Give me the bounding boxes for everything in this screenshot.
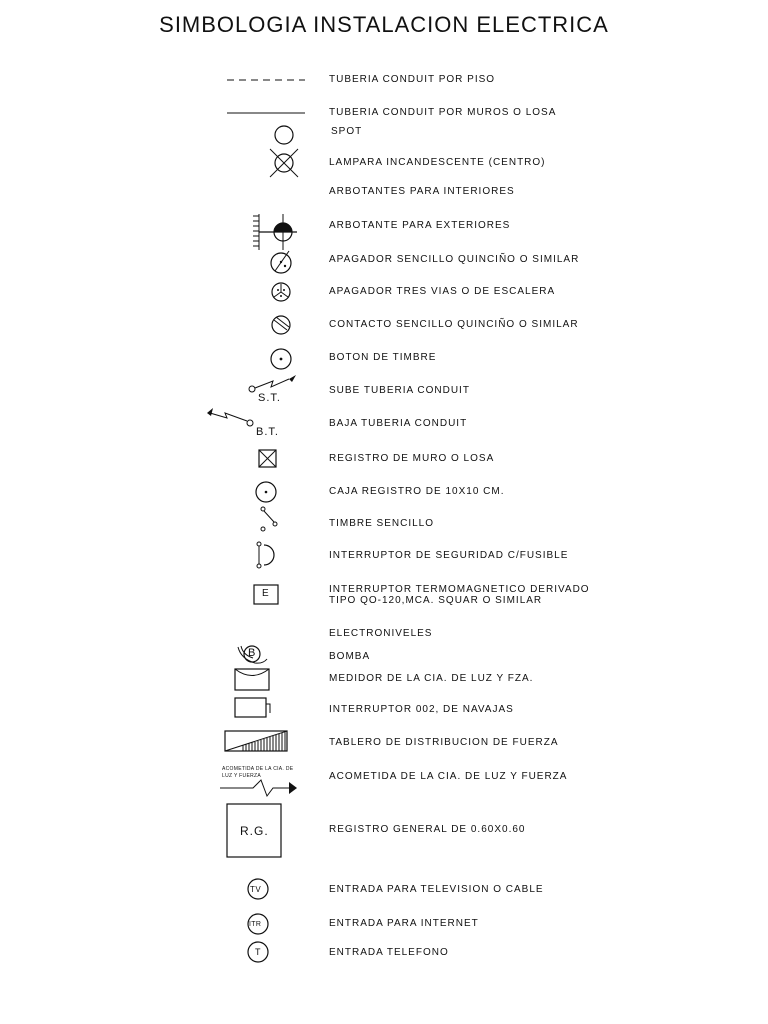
incandescent-lamp-icon bbox=[215, 148, 325, 180]
page-title: SIMBOLOGIA INSTALACION ELECTRICA bbox=[159, 12, 609, 37]
legend-label: INTERRUPTOR TERMOMAGNETICO DERIVADO bbox=[329, 584, 590, 595]
general-register-tag: R.G. bbox=[240, 824, 269, 838]
fuse-switch-icon bbox=[215, 542, 325, 570]
distribution-board-icon bbox=[215, 730, 325, 754]
internet-tag: ITR bbox=[249, 921, 262, 928]
general-register-icon bbox=[215, 803, 325, 859]
legend-label: ENTRADA PARA TELEVISION O CABLE bbox=[329, 884, 544, 895]
bell-icon bbox=[215, 505, 325, 533]
service-entrance-tag: ACOMETIDA DE LA CIA. DE LUZ Y FUERZA bbox=[222, 766, 294, 779]
legend-label: INTERRUPTOR DE SEGURIDAD C/FUSIBLE bbox=[329, 550, 569, 561]
pump-icon bbox=[215, 643, 325, 667]
single-switch-icon bbox=[215, 248, 325, 276]
legend-label: TABLERO DE DISTRIBUCION DE FUERZA bbox=[329, 737, 559, 748]
legend-label: ELECTRONIVELES bbox=[329, 628, 433, 639]
legend-label: INTERRUPTOR 002, DE NAVAJAS bbox=[329, 704, 514, 715]
tv-tag: TV bbox=[250, 885, 262, 894]
pump-tag: B bbox=[248, 647, 257, 659]
legend-label: ENTRADA TELEFONO bbox=[329, 947, 449, 958]
tv-outlet-icon bbox=[215, 878, 325, 902]
legend-label: CONTACTO SENCILLO QUINCIÑO O SIMILAR bbox=[329, 319, 579, 330]
conduit-up-tag: S.T. bbox=[258, 392, 281, 404]
doorbell-button-icon bbox=[215, 346, 325, 372]
legend-label: SUBE TUBERIA CONDUIT bbox=[329, 385, 470, 396]
legend-label: SPOT bbox=[331, 126, 363, 137]
junction-box-icon bbox=[215, 480, 325, 504]
knife-switch-icon bbox=[215, 697, 325, 721]
conduit-down-icon bbox=[200, 406, 310, 436]
legend-label: TUBERIA CONDUIT POR PISO bbox=[329, 74, 496, 85]
legend-label: ARBOTANTES PARA INTERIORES bbox=[329, 186, 515, 197]
dashed-line-icon bbox=[215, 74, 325, 86]
legend-label: ACOMETIDA DE LA CIA. DE LUZ Y FUERZA bbox=[329, 771, 568, 782]
meter-icon bbox=[215, 668, 325, 692]
legend-label: REGISTRO GENERAL DE 0.60X0.60 bbox=[329, 824, 526, 835]
conduit-down-tag: B.T. bbox=[256, 426, 279, 438]
breaker-icon bbox=[215, 584, 325, 608]
legend-label: TIMBRE SENCILLO bbox=[329, 518, 435, 529]
wall-register-icon bbox=[215, 449, 325, 469]
legend-label: APAGADOR TRES VIAS O DE ESCALERA bbox=[329, 286, 556, 297]
phone-outlet-icon bbox=[215, 941, 325, 965]
legend-label: APAGADOR SENCILLO QUINCIÑO O SIMILAR bbox=[329, 254, 580, 265]
outlet-icon bbox=[215, 313, 325, 337]
legend-label: ARBOTANTE PARA EXTERIORES bbox=[329, 220, 511, 231]
legend-label: BOMBA bbox=[329, 651, 371, 662]
legend-label-line2: TIPO QO-120,MCA. SQUAR O SIMILAR bbox=[329, 595, 543, 606]
three-way-switch-icon bbox=[215, 280, 325, 304]
legend-label: CAJA REGISTRO DE 10X10 CM. bbox=[329, 486, 505, 497]
internet-outlet-icon bbox=[215, 912, 325, 936]
legend-label: ENTRADA PARA INTERNET bbox=[329, 918, 479, 929]
legend-label: MEDIDOR DE LA CIA. DE LUZ Y FZA. bbox=[329, 673, 534, 684]
phone-tag: T bbox=[255, 947, 262, 957]
service-entrance-icon bbox=[215, 776, 325, 800]
circle-spot-icon bbox=[215, 122, 325, 148]
legend-label: TUBERIA CONDUIT POR MUROS O LOSA bbox=[329, 107, 557, 118]
legend-label: REGISTRO DE MURO O LOSA bbox=[329, 453, 495, 464]
solid-line-icon bbox=[215, 107, 325, 119]
legend-label: LAMPARA INCANDESCENTE (CENTRO) bbox=[329, 157, 546, 168]
legend-label: BOTON DE TIMBRE bbox=[329, 352, 437, 363]
breaker-tag: E bbox=[262, 588, 270, 599]
legend-label: BAJA TUBERIA CONDUIT bbox=[329, 418, 468, 429]
